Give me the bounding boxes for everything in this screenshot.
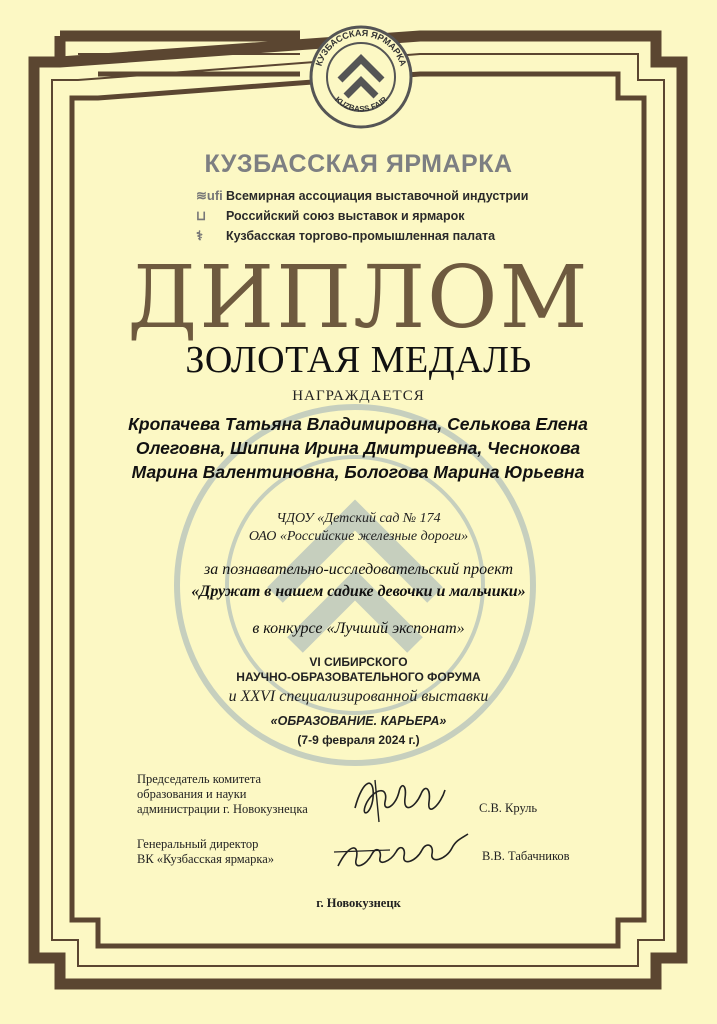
signatory-2-position bbox=[137, 837, 274, 867]
position-line: образования и науки bbox=[137, 787, 247, 801]
association-ufi bbox=[196, 188, 528, 204]
logo-top-text: КУЗБАССКАЯ ЯРМАРКА bbox=[313, 27, 409, 68]
signature-krul bbox=[345, 768, 455, 828]
city-label: г. Новокузнецк bbox=[316, 896, 401, 910]
logo-bottom-text: KUZBASS FAIR bbox=[333, 94, 389, 114]
rsva-logo-icon: ⊔ bbox=[196, 208, 207, 223]
signatory-1-position bbox=[137, 772, 308, 817]
project-line-1: за познавательно-исследовательский проект bbox=[203, 561, 514, 578]
project-title: «Дружат в нашем садике девочки и мальчики» bbox=[191, 583, 526, 600]
position-line: ВК «Кузбасская ярмарка» bbox=[137, 852, 275, 866]
position-line: Генеральный директор bbox=[137, 837, 259, 851]
organization-line-2: ОАО «Российские железные дороги» bbox=[248, 529, 469, 544]
association-label: Всемирная ассоциация выставочной индустрии bbox=[226, 189, 529, 203]
position-line: администрации г. Новокузнецка bbox=[137, 802, 308, 816]
association-label: Кузбасская торгово-промышленная палата bbox=[226, 229, 496, 243]
signatory-2-name: В.В. Табачников bbox=[482, 849, 570, 863]
signatory-1-name: С.В. Круль bbox=[479, 801, 538, 815]
recipient-names: Кропачева Татьяна Владимировна, Селькова Елена Олеговна, Шипина Ирина Дмитриевна, Чеснокова Марина Валентиновна, Бологова Марина Юрьевна bbox=[128, 414, 588, 482]
exhibition-line: и XXVI специализированной выставки bbox=[228, 688, 489, 705]
tpp-logo-icon: ⚕ bbox=[196, 228, 204, 243]
organization-line-1: ЧДОУ «Детский сад № 174 bbox=[276, 511, 441, 526]
event-dates: (7-9 февраля 2024 г.) bbox=[297, 733, 420, 747]
position-line: Председатель комитета bbox=[137, 772, 261, 786]
forum-line-1: VI СИБИРСКОГО bbox=[309, 655, 408, 669]
kuzbass-fair-logo bbox=[308, 24, 414, 130]
diploma-title: ДИПЛОМ bbox=[127, 248, 590, 348]
association-rsva bbox=[196, 208, 465, 224]
contest-name: в конкурсе «Лучший экспонат» bbox=[252, 620, 465, 637]
awarded-label: НАГРАЖДАЕТСЯ bbox=[292, 388, 425, 404]
exhibition-name: «ОБРАЗОВАНИЕ. КАРЬЕРА» bbox=[270, 714, 447, 728]
association-label: Российский союз выставок и ярмарок bbox=[226, 209, 465, 223]
forum-line-2: НАУЧНО-ОБРАЗОВАТЕЛЬНОГО ФОРУМА bbox=[236, 670, 481, 684]
association-tpp bbox=[196, 228, 495, 244]
brand-name: КУЗБАССКАЯ ЯРМАРКА bbox=[204, 150, 513, 178]
medal-title: ЗОЛОТАЯ МЕДАЛЬ bbox=[185, 339, 532, 381]
ufi-logo-icon: ≋ufi bbox=[196, 188, 223, 203]
signature-tabachnikov bbox=[330, 822, 475, 882]
